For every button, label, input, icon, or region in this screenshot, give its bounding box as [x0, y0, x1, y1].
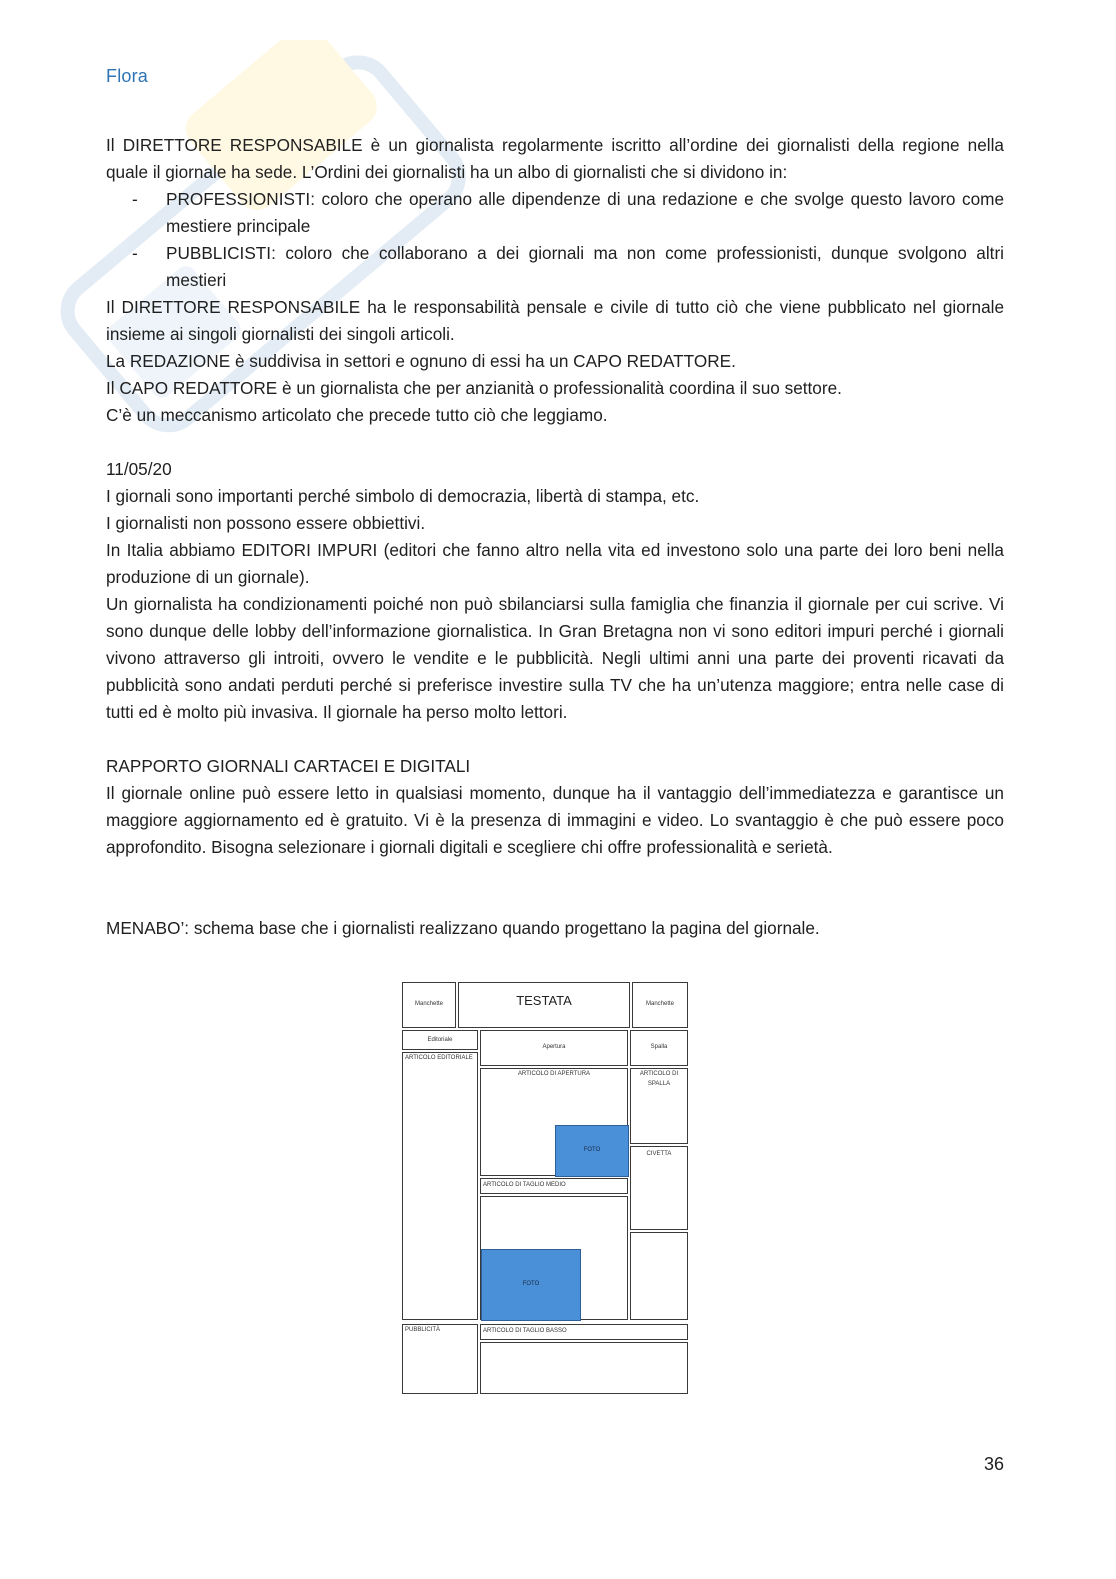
paragraph: I giornalisti non possono essere obbiettivi.	[106, 513, 426, 533]
paragraph: Un giornalista ha condizionamenti poiché non può sbilanciarsi sulla famiglia che finanzia il giornale per cui scrive. Vi sono dunque delle lobby dell’informazione giornalistica. In Gran Bretagna non vi sono editori impuri perché i giornali vivono attraverso gli introiti, ovvero le vendite e le pubblicità. Negli ultimi anni una parte dei proventi ricavati da pubblicità sono andati perduti perché si preferisce investire sulla TV che ha un’utenza maggiore; entra nelle case di tutti ed è molto più invasiva. Il giornale ha perso molto lettori.	[106, 594, 1004, 722]
spalla-box	[630, 1030, 688, 1066]
author-name: Flora	[106, 66, 149, 86]
articolo-spalla-label-1: ARTICOLO DI	[639, 1071, 679, 1077]
section-heading: RAPPORTO GIORNALI CARTACEI E DIGITALI	[106, 756, 471, 776]
articolo-taglio-medio-box	[480, 1196, 628, 1320]
editoriale-label: Editoriale	[427, 1037, 453, 1043]
foto-placeholder-1	[555, 1125, 629, 1177]
paragraph: La REDAZIONE è suddivisa in settori e ognuno di essi ha un CAPO REDATTORE.	[106, 351, 736, 371]
articolo-editoriale-box	[402, 1052, 478, 1320]
apertura-box	[480, 1030, 628, 1066]
manchette-left-box	[402, 982, 456, 1028]
spalla-label: Spalla	[650, 1044, 668, 1050]
pubblicita-label: PUBBLICITÀ	[405, 1327, 441, 1333]
editoriale-box	[402, 1030, 478, 1050]
bullet-list	[106, 186, 1004, 294]
articolo-editoriale-label: ARTICOLO EDITORIALE	[405, 1055, 473, 1061]
paragraph: I giornali sono importanti perché simbolo di democrazia, libertà di stampa, etc.	[106, 486, 700, 506]
civetta-box	[630, 1146, 688, 1230]
manchette-right-box	[632, 982, 688, 1028]
articolo-spalla-box	[630, 1068, 688, 1144]
paragraph: Il DIRETTORE RESPONSABILE è un giornalista regolarmente iscritto all’ordine dei giornalisti della regione nella quale il giornale ha sede. L’Ordini dei giornalisti ha un albo di giornalisti che si dividono in:	[106, 135, 1004, 182]
articolo-spalla-label-2: SPALLA	[647, 1081, 671, 1087]
spalla-lower-box	[630, 1232, 688, 1320]
dash-icon: -	[132, 243, 138, 263]
list-item	[106, 240, 1004, 294]
document-body	[106, 132, 1004, 942]
menabo-caption: MENABO’: schema base che i giornalisti realizzano quando progettano la pagina del giornale.	[106, 918, 820, 938]
manchette-right-label: Manchette	[645, 1001, 675, 1007]
articolo-apertura-box	[480, 1068, 628, 1176]
list-item-text: PROFESSIONISTI: coloro che operano alle dipendenze di una redazione e che svolge questo lavoro come mestiere principale	[166, 189, 1004, 236]
testata-label: TESTATA	[516, 993, 572, 1008]
foto-label: FOTO	[522, 1281, 540, 1287]
articolo-taglio-basso-box	[480, 1342, 688, 1394]
articolo-taglio-medio-label: ARTICOLO DI TAGLIO MEDIO	[483, 1182, 566, 1188]
dash-icon: -	[132, 189, 138, 209]
foto-placeholder-2	[481, 1249, 581, 1321]
apertura-label: Apertura	[542, 1044, 566, 1050]
paragraph: In Italia abbiamo EDITORI IMPURI (editori che fanno altro nella vita ed investono solo una parte dei loro beni nella produzione di un giornale).	[106, 540, 1004, 587]
testata-box	[458, 982, 630, 1028]
articolo-taglio-basso-header	[480, 1324, 688, 1340]
page-number: 36	[983, 1454, 1004, 1474]
list-item-text: PUBBLICISTI: coloro che collaborano a dei giornali ma non come professionisti, dunque svolgono altri mestieri	[166, 243, 1004, 290]
paragraph: Il giornale online può essere letto in qualsiasi momento, dunque ha il vantaggio dell’immediatezza e garantisce un maggiore aggiornamento ed è gratuito. Vi è la presenza di immagini e video. Lo svantaggio è che può essere poco approfondito. Bisogna selezionare i giornali digitali e scegliere chi offre professionalità e serietà.	[106, 783, 1004, 857]
paragraph: Il CAPO REDATTORE è un giornalista che per anzianità o professionalità coordina il suo settore.	[106, 378, 842, 398]
manchette-left-label: Manchette	[414, 1001, 444, 1007]
paragraph: Il DIRETTORE RESPONSABILE ha le responsabilità pensale e civile di tutto ciò che viene pubblicato nel giornale insieme ai singoli giornalisti dei singoli articoli.	[106, 297, 1004, 344]
foto-label: FOTO	[583, 1147, 601, 1153]
lesson-date: 11/05/20	[106, 459, 172, 479]
articolo-taglio-medio-header	[480, 1178, 628, 1194]
menabo-diagram	[398, 978, 690, 1398]
civetta-label: CIVETTA	[646, 1151, 672, 1157]
pubblicita-box	[402, 1324, 478, 1394]
paragraph: C’è un meccanismo articolato che precede tutto ciò che leggiamo.	[106, 405, 608, 425]
articolo-taglio-basso-label: ARTICOLO DI TAGLIO BASSO	[483, 1328, 567, 1334]
articolo-apertura-label: ARTICOLO DI APERTURA	[517, 1071, 591, 1077]
list-item	[106, 186, 1004, 240]
